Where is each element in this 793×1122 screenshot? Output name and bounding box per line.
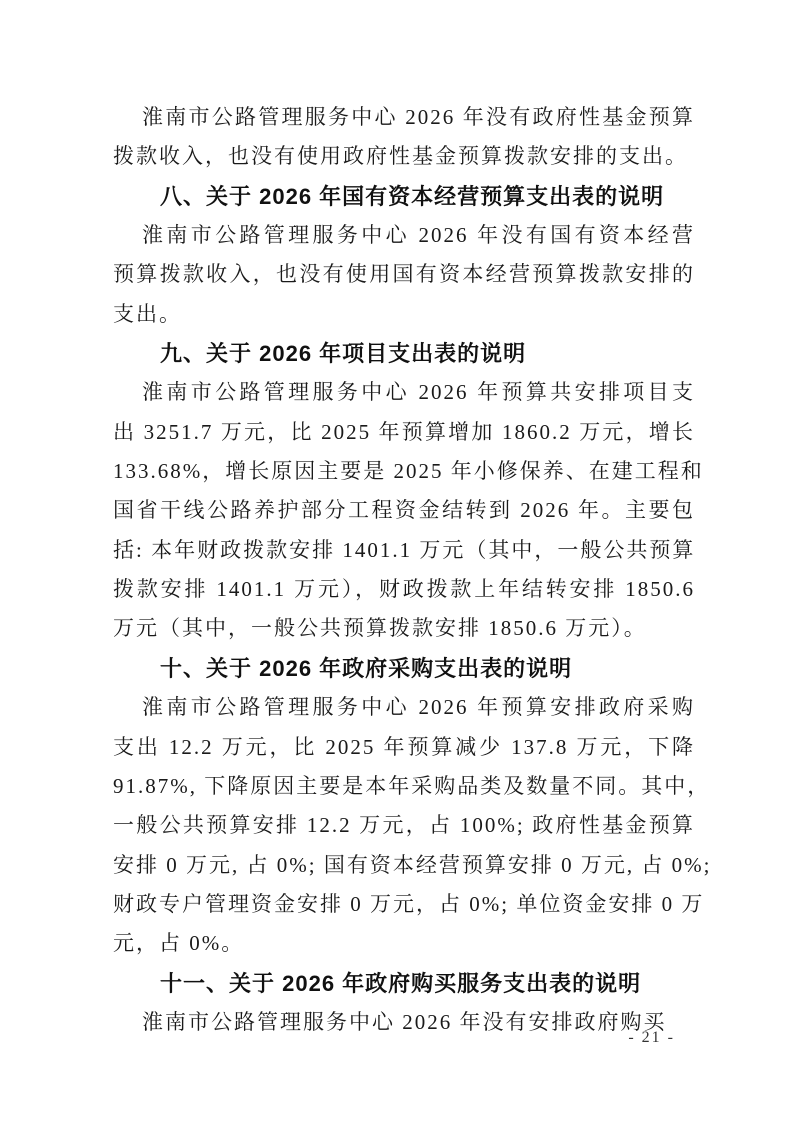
text-line: 支出。 xyxy=(113,301,182,326)
text-line: 括: 本年财政拨款安排 1401.1 万元（其中，一般公共预算 xyxy=(113,537,696,562)
heading-section-10: 十、关于 2026 年政府采购支出表的说明 xyxy=(160,655,573,681)
text-line: 拨款安排 1401.1 万元），财政拨款上年结转安排 1850.6 xyxy=(113,577,695,602)
text-line: 国省干线公路养护部分工程资金结转到 2026 年。主要包 xyxy=(113,498,695,523)
page-footer xyxy=(628,1028,675,1048)
text-line: 万元（其中，一般公共预算拨款安排 1850.6 万元）。 xyxy=(113,616,647,641)
page-number: - 21 - xyxy=(628,1029,675,1046)
text-line: 淮南市公路管理服务中心 2026 年没有政府性基金预算 xyxy=(142,105,695,129)
paragraph-gov-fund-budget xyxy=(113,98,695,177)
text-line: 91.87%, 下降原因主要是本年采购品类及数量不同。其中， xyxy=(113,773,711,798)
heading-section-8: 八、关于 2026 年国有资本经营预算支出表的说明 xyxy=(160,183,665,209)
paragraph-state-capital-budget xyxy=(113,216,695,334)
text-line: 安排 0 万元, 占 0%; 国有资本经营预算安排 0 万元, 占 0%; xyxy=(113,852,712,877)
text-line: 淮南市公路管理服务中心 2026 年预算共安排项目支 xyxy=(142,380,695,405)
text-line: 一般公共预算安排 12.2 万元，占 100%; 政府性基金预算 xyxy=(113,813,695,838)
text-line: 元，占 0%。 xyxy=(113,931,245,956)
paragraph-gov-purchase-services xyxy=(113,1003,695,1042)
text-line: 拨款收入，也没有使用政府性基金预算拨款安排的支出。 xyxy=(113,144,688,169)
text-line: 淮南市公路管理服务中心 2026 年没有国有资本经营 xyxy=(142,223,695,248)
text-line: 淮南市公路管理服务中心 2026 年没有安排政府购买 xyxy=(142,1009,667,1034)
paragraph-project-expenditure xyxy=(113,373,704,648)
paragraph-gov-procurement xyxy=(113,688,712,963)
heading-section-9: 九、关于 2026 年项目支出表的说明 xyxy=(160,341,527,367)
text-line: 财政专户管理资金安排 0 万元，占 0%; 单位资金安排 0 万 xyxy=(113,891,705,916)
text-line: 支出 12.2 万元，比 2025 年预算减少 137.8 万元，下降 xyxy=(113,734,695,759)
text-line: 133.68%，增长原因主要是 2025 年小修保养、在建工程和 xyxy=(113,459,704,484)
text-line: 淮南市公路管理服务中心 2026 年预算安排政府采购 xyxy=(142,695,695,720)
text-line: 出 3251.7 万元，比 2025 年预算增加 1860.2 万元，增长 xyxy=(113,419,695,444)
heading-section-11: 十一、关于 2026 年政府购买服务支出表的说明 xyxy=(160,970,642,996)
document-content xyxy=(113,98,712,1042)
text-line: 预算拨款收入，也没有使用国有资本经营预算拨款安排的 xyxy=(113,262,695,287)
